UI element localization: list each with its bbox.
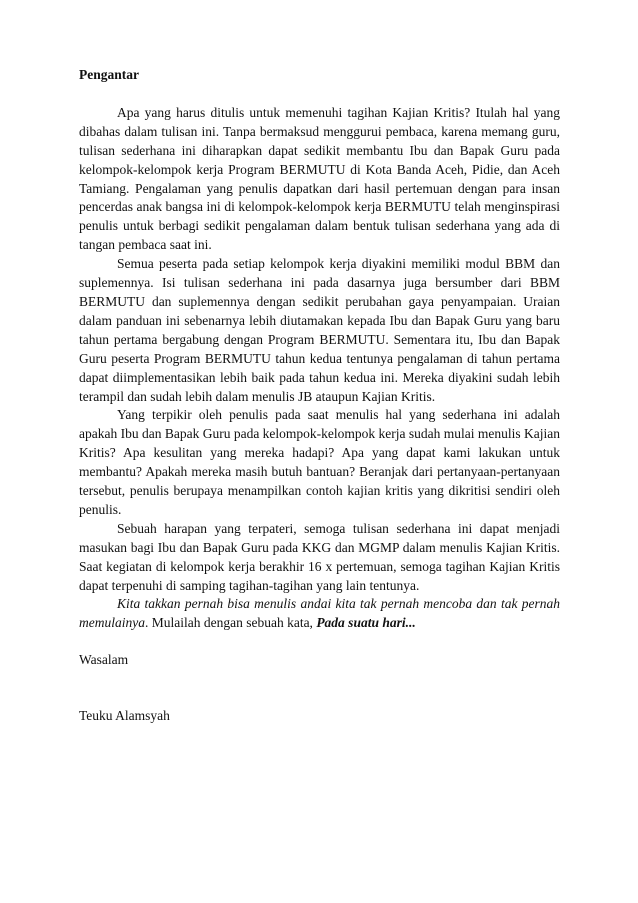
paragraph-3: Yang terpikir oleh penulis pada saat menulis hal yang sederhana ini adalah apakah Ibu dan Bapak Guru pada kelompok-kelompok kerja sudah mulai menulis Kajian Kritis? Apa kesulitan yang mereka hadapi? Apa yang dapat kami lakukan untuk membantu? Apakah mereka masih butuh bantuan? Beranjak dari pertanyaan-pertanyaan tersebut, penulis berupaya menampilkan contoh kajian kritis yang dikritisi sendiri oleh penulis. xyxy=(79,407,560,517)
author-signature: Teuku Alamsyah xyxy=(79,708,170,724)
paragraph-2: Semua peserta pada setiap kelompok kerja diyakini memiliki modul BBM dan suplemennya. Isi tulisan sederhana ini pada dasarnya juga bersumber dari BBM BERMUTU dan suplemennya dengan sedikit perubahan gaya penyampaian. Uraian dalam panduan ini sebenarnya lebih diutamakan kepada Ibu dan Bapak Guru yang baru tahun pertama bergabung dengan Program BERMUTU. Sementara itu, Ibu dan Bapak Guru peserta Program BERMUTU tahun kedua tentunya pengalaman di tahun pertama dapat diimplementasikan lebih baik pada tahun kedua ini. Mereka diyakini sudah lebih terampil dan sudah lebih dalam menulis JB ataupun Kajian Kritis. xyxy=(79,256,560,404)
paragraph-1: Apa yang harus ditulis untuk memenuhi tagihan Kajian Kritis? Itulah hal yang dibahas dalam tulisan ini. Tanpa bermaksud menggurui pembaca, karena memang guru, tulisan sederhana ini diharapkan dapat sedikit membantu Ibu dan Bapak Guru pada kelompok-kelompok kerja Program BERMUTU di Kota Banda Aceh, Pidie, dan Aceh Tamiang. Pengalaman yang penulis dapatkan dari hasil pertemuan dengan para insan pencerdas anak bangsa ini di kelompok-kelompok kerja BERMUTU telah menginspirasi penulis untuk berbagi sedikit pengalaman dalam bentuk tulisan sederhana yang ada di tangan pembaca saat ini. xyxy=(79,104,560,253)
closing-phrase: Pada suatu hari... xyxy=(316,615,416,631)
document-page xyxy=(79,66,560,726)
closing-greeting: Wasalam xyxy=(79,652,129,668)
paragraph-5 xyxy=(79,595,560,633)
italic-quote: Kita takkan pernah bisa menulis andai kita tak pernah mencoba dan tak pernah memulainya xyxy=(79,596,560,631)
paragraph-4: Sebuah harapan yang terpateri, semoga tulisan sederhana ini dapat menjadi masukan bagi Ibu dan Bapak Guru pada KKG dan MGMP dalam menulis Kajian Kritis. Saat kegiatan di kelompok kerja berakhir 16 x pertemuan, semoga tagihan Kajian Kritis dapat terpenuhi di samping tagihan-tagihan yang lain tentunya. xyxy=(79,520,560,593)
document-title: Pengantar xyxy=(79,67,139,82)
paragraph-5-middle: . Mulailah dengan sebuah kata, xyxy=(144,615,317,631)
